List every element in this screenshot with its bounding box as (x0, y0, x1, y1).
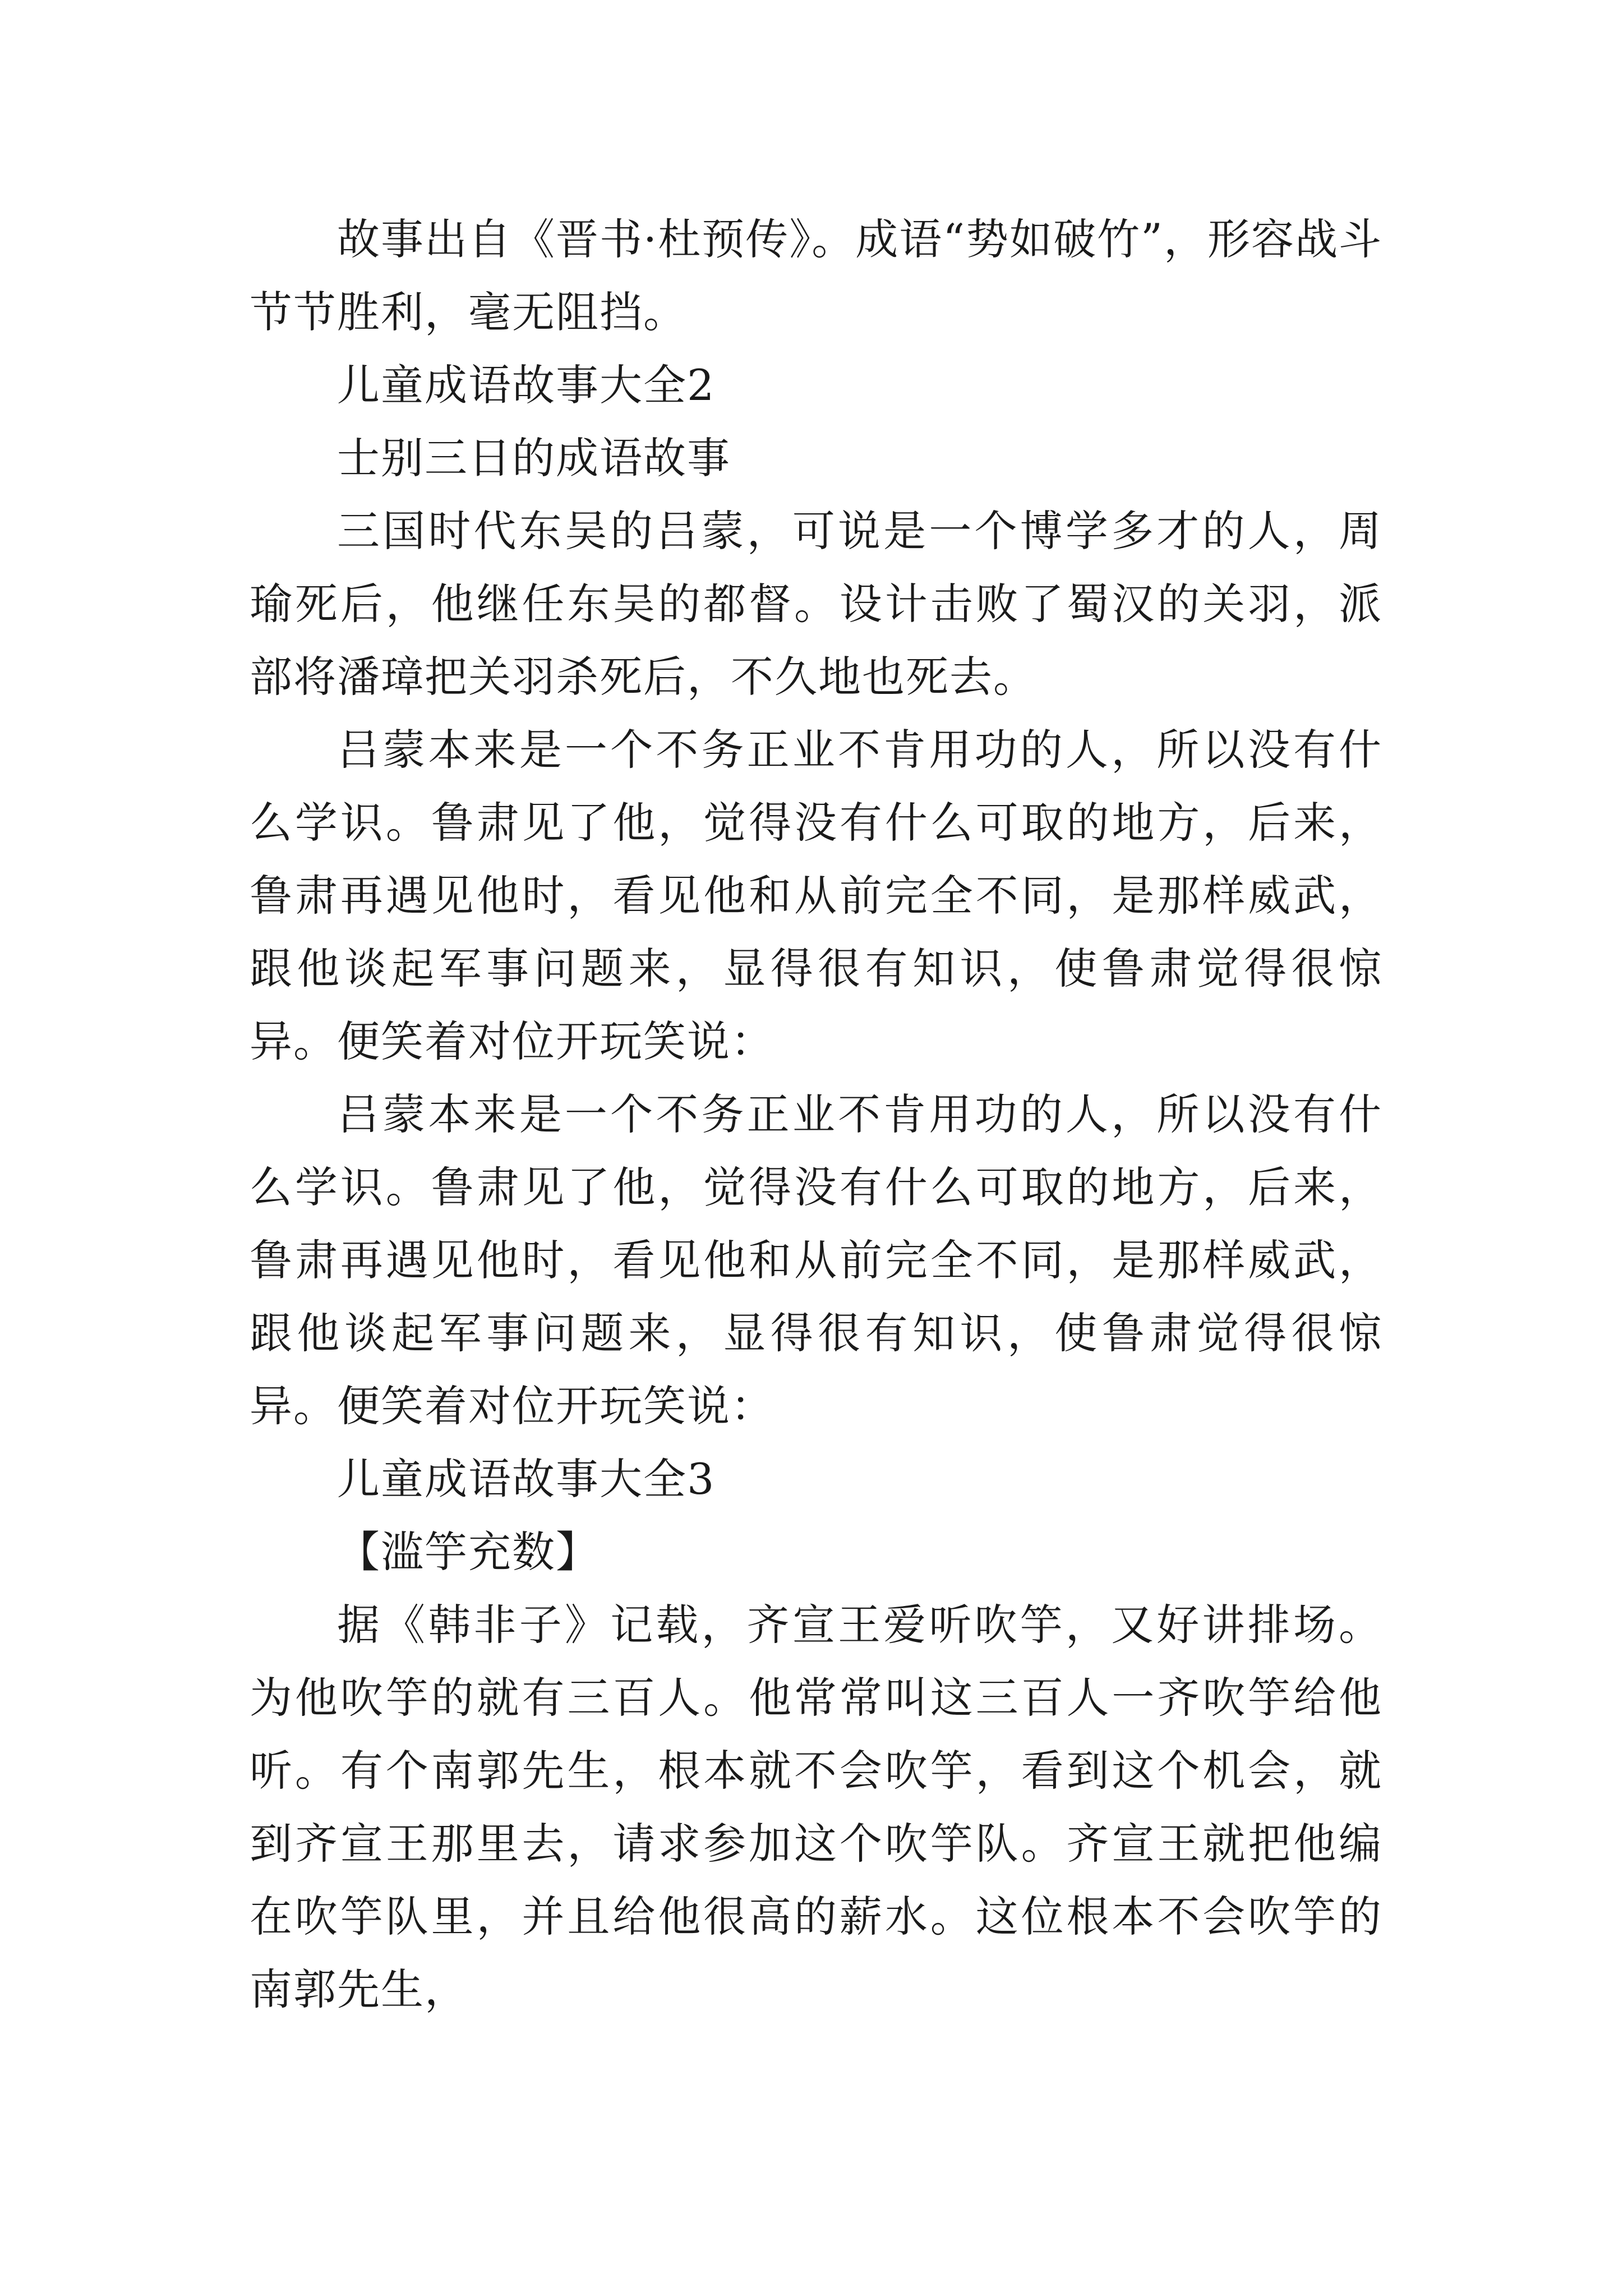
paragraph-lv-meng-intro: 三国时代东吴的吕蒙，可说是一个博学多才的人，周瑜死后，他继任东吴的都督。设计击败了蜀汉的关羽，派部将潘璋把关羽杀死后，不久地也死去。 (250, 506, 1382, 702)
paragraph-idiom-origin: 故事出自《晋书·杜预传》。成语“势如破竹”，形容战斗节节胜利，毫无阻挡。 (250, 214, 1382, 337)
story-title-shi-bie-san-ri: 士别三日的成语故事 (337, 433, 731, 483)
document-body (250, 203, 1382, 2026)
paragraph-lv-meng-story: 吕蒙本来是一个不务正业不肯用功的人，所以没有什么学识。鲁肃见了他，觉得没有什么可取的地方，后来，鲁肃再遇见他时，看见他和从前完全不同，是那样威武，跟他谈起军事问题来，显得很有知识，使鲁肃觉得很惊异。便笑着对位开玩笑说： (250, 725, 1382, 1066)
section-heading-2: 儿童成语故事大全2 (337, 360, 716, 410)
section-heading-3: 儿童成语故事大全3 (337, 1454, 716, 1504)
story-title-lan-yu-chong-shu: 【滥竽充数】 (337, 1527, 600, 1577)
paragraph-lv-meng-story-repeat: 吕蒙本来是一个不务正业不肯用功的人，所以没有什么学识。鲁肃见了他，觉得没有什么可取的地方，后来，鲁肃再遇见他时，看见他和从前完全不同，是那样威武，跟他谈起军事问题来，显得很有知识，使鲁肃觉得很惊异。便笑着对位开玩笑说： (250, 1089, 1382, 1431)
paragraph-nan-guo-story: 据《韩非子》记载，齐宣王爱听吹竽，又好讲排场。为他吹竽的就有三百人。他常常叫这三百人一齐吹竽给他听。有个南郭先生，根本就不会吹竽，看到这个机会，就到齐宣王那里去，请求参加这个吹竽队。齐宣王就把他编在吹竽队里，并且给他很高的薪水。这位根本不会吹竽的南郭先生， (250, 1600, 1382, 2014)
